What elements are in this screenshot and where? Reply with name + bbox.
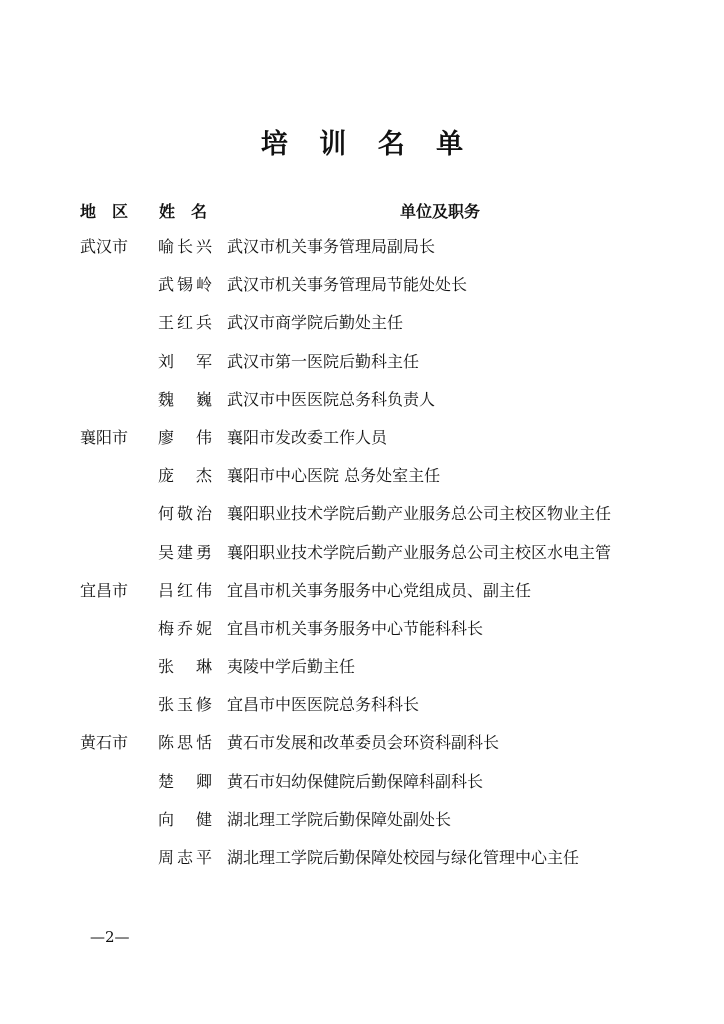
row-unit: 夷陵中学后勤主任 [227, 657, 356, 677]
row-region: 襄阳市 [80, 427, 129, 447]
table-row [0, 847, 724, 885]
table-row [0, 503, 724, 541]
header-unit: 单位及职务 [400, 202, 481, 221]
table-row [0, 389, 724, 427]
table-row [0, 236, 724, 274]
row-name: 王 红 兵 [158, 313, 212, 333]
row-unit: 宜昌市机关事务服务中心节能科科长 [227, 618, 484, 638]
row-unit: 武汉市机关事务管理局副局长 [227, 237, 436, 256]
row-unit: 武汉市中医医院总务科负责人 [227, 389, 436, 409]
row-name: 陈 思 恬 [158, 733, 212, 753]
row-unit: 宜昌市中医医院总务科科长 [227, 695, 420, 715]
table-row [0, 312, 724, 350]
header-region: 地区 [80, 202, 145, 221]
row-unit: 襄阳市发改委工作人员 [227, 427, 388, 447]
row-name: 武 锡 岭 [158, 275, 212, 295]
table-row [0, 771, 724, 809]
header-name: 姓名 [159, 202, 224, 221]
row-unit: 黄石市妇幼保健院后勤保障科副科长 [227, 771, 484, 791]
row-name: 刘 军 [158, 351, 212, 371]
table-row [0, 656, 724, 694]
table-row [0, 465, 724, 503]
row-name: 张 玉 修 [158, 695, 212, 715]
row-name: 张 琳 [158, 657, 212, 677]
row-unit: 武汉市商学院后勤处主任 [227, 313, 404, 333]
table-row [0, 580, 724, 618]
row-name: 何 敬 治 [158, 504, 212, 524]
table-row [0, 427, 724, 465]
row-region: 黄石市 [80, 733, 129, 753]
row-name: 梅 乔 妮 [158, 618, 212, 638]
row-name: 庞 杰 [158, 466, 212, 486]
row-name: 喻 长 兴 [158, 237, 212, 256]
row-name: 向 健 [158, 809, 212, 829]
row-name: 魏 巍 [158, 389, 212, 409]
table-row [0, 809, 724, 847]
row-unit: 武汉市机关事务管理局节能处处长 [227, 275, 468, 295]
row-unit: 武汉市第一医院后勤科主任 [227, 351, 420, 371]
row-unit: 湖北理工学院后勤保障处副处长 [227, 809, 452, 829]
row-unit: 襄阳职业技术学院后勤产业服务总公司主校区物业主任 [227, 504, 612, 524]
row-unit: 襄阳市中心医院 总务处室主任 [227, 466, 441, 486]
page-number: —2— [90, 928, 130, 946]
row-unit: 黄石市发展和改革委员会环资科副科长 [227, 733, 500, 753]
row-region: 武汉市 [80, 237, 129, 256]
row-name: 周 志 平 [158, 848, 212, 867]
table-row [0, 351, 724, 389]
table-row [0, 542, 724, 580]
table-row [0, 618, 724, 656]
row-unit: 湖北理工学院后勤保障处校园与绿化管理中心主任 [227, 848, 580, 867]
table-row [0, 732, 724, 770]
page-title: 培 训 名 单 [260, 129, 475, 160]
row-name: 廖 伟 [158, 427, 212, 447]
row-name: 吴 建 勇 [158, 542, 212, 562]
roster-list [0, 236, 724, 885]
row-unit: 宜昌市机关事务服务中心党组成员、副主任 [227, 580, 532, 600]
row-name: 楚 卿 [158, 771, 212, 791]
table-row [0, 694, 724, 732]
table-row [0, 274, 724, 312]
table-header [0, 199, 724, 221]
row-unit: 襄阳职业技术学院后勤产业服务总公司主校区水电主管 [227, 542, 612, 562]
row-region: 宜昌市 [80, 580, 129, 600]
row-name: 吕 红 伟 [158, 580, 212, 600]
